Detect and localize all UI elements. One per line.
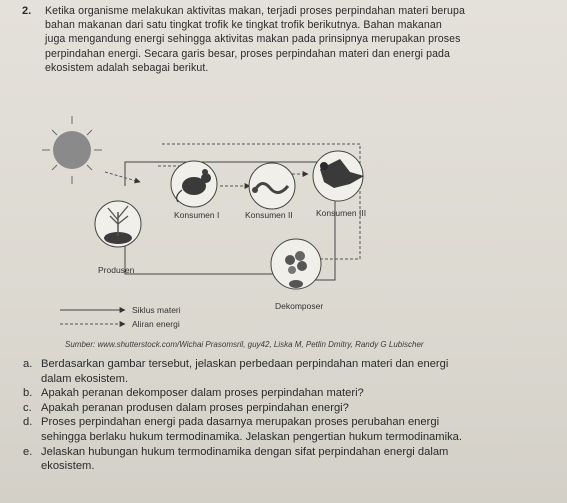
item-line: Proses perpindahan energi pada dasarnya merupakan proses perubahan energi (41, 416, 440, 429)
item-label: d. (23, 416, 33, 429)
legend (60, 305, 181, 329)
paragraph-line: juga mengandung energi sehingga aktivitas makan pada prinsipnya merupakan proses (45, 33, 461, 46)
question-number: 2. (22, 5, 32, 17)
label-produsen: Produsen (98, 265, 135, 275)
list-item (23, 415, 563, 444)
label-konsumen1: Konsumen I (174, 210, 220, 220)
item-label: c. (23, 401, 32, 414)
item-line: ekosistem. (41, 460, 95, 473)
item-label: b. (23, 387, 33, 400)
list-item (23, 445, 563, 474)
paragraph-line: ekosistem adalah sebagai berikut. (45, 61, 209, 74)
list-item (23, 386, 563, 401)
item-label: a. (23, 358, 33, 370)
item-line: dalam ekosistem. (41, 372, 129, 385)
item-line: Apakah peranan dekomposer dalam proses perpindahan materi? (41, 387, 364, 400)
ecosystem-diagram (40, 114, 370, 342)
question-paragraph (45, 4, 560, 75)
item-line: Berdasarkan gambar tersebut, jelaskan perbedaan perpindahan materi dan energi (41, 358, 449, 370)
label-dekomposer: Dekomposer (275, 301, 324, 311)
list-item (23, 357, 563, 386)
item-line: sehingga berlaku hukum termodinamika. Jelaskan pengertian hukum termodinamika. (41, 430, 463, 443)
paragraph-line: bahan makanan dari satu tingkat trofik ke tingkat trofik berikutnya. Bahan makanan (45, 19, 442, 32)
label-konsumen2: Konsumen II (245, 210, 293, 220)
image-source: Sumber: www.shutterstock.com/Wichai Prasomsril, guy42, Liska M, Petlin Dmitry, Randy G Lubischer (65, 340, 424, 349)
legend-dashed-label: Aliran energi (132, 319, 180, 329)
item-line: Jelaskan hubungan hukum termodinamika dengan sifat perpindahan energi dalam (41, 445, 449, 458)
item-label: e. (23, 445, 33, 458)
sun-icon (42, 116, 102, 184)
paragraph-line: perpindahan energi. Secara garis besar, proses perpindahan materi dan energi pada (45, 47, 451, 60)
list-item (23, 401, 563, 416)
item-line: Apakah peranan produsen dalam proses perpindahan energi? (41, 401, 349, 414)
label-konsumen3: Konsumen III (316, 208, 367, 218)
legend-solid-label: Siklus materi (132, 305, 181, 315)
question-items (23, 357, 563, 474)
paragraph-line: Ketika organisme melakukan aktivitas makan, terjadi proses perpindahan materi berupa (45, 5, 466, 17)
